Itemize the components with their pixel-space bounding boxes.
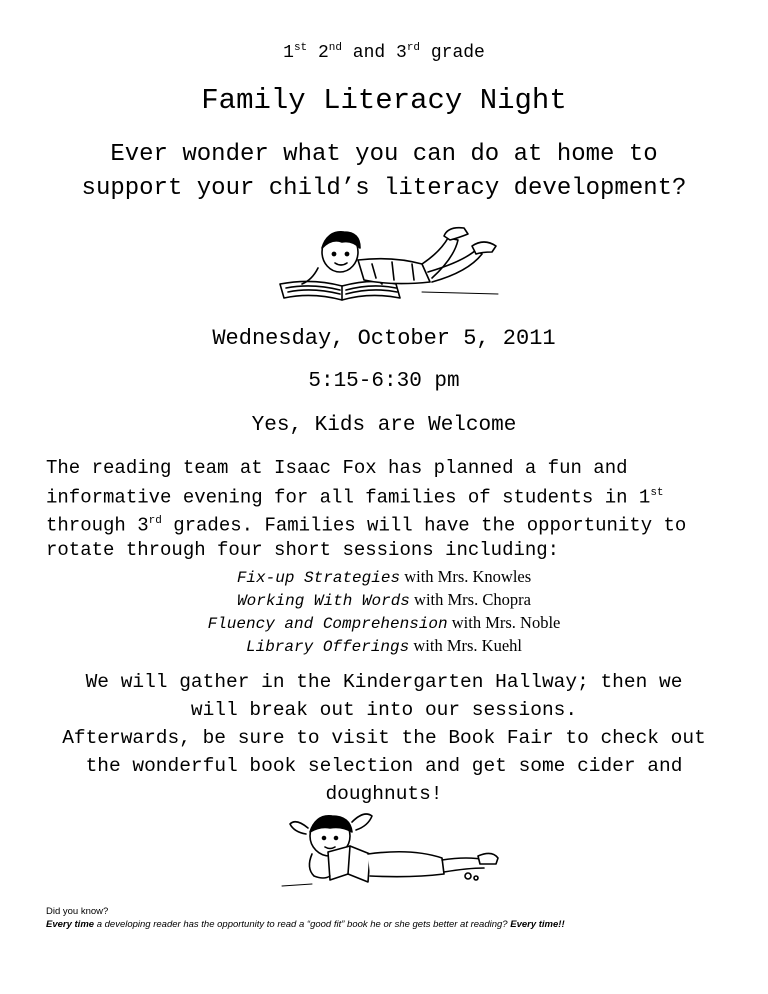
closing-line-3: Afterwards, be sure to visit the Book Fair to check out	[62, 727, 706, 749]
girl-reading-illustration	[272, 806, 502, 890]
kids-welcome-text: Yes, Kids are Welcome	[251, 414, 517, 437]
note-heading: Did you know?	[46, 906, 109, 917]
grade-word: grade	[430, 43, 485, 63]
intro-sup-2: rd	[148, 515, 162, 528]
session-item	[0, 566, 768, 589]
did-you-know-note	[46, 905, 746, 931]
note-body	[46, 918, 746, 931]
session-topic: Fluency and Comprehension	[207, 615, 448, 633]
event-date: Wednesday, October 5, 2011	[212, 326, 556, 351]
session-topic: Library Offerings	[246, 638, 410, 656]
session-presenter: with Mrs. Noble	[447, 613, 561, 632]
closing-line-4: the wonderful book selection and get some cider and	[85, 755, 683, 777]
intro-part-1: The reading team at Isaac Fox has planned a fun and informative evening for all families of students in 1	[46, 457, 651, 508]
closing-line-2: will break out into our sessions.	[190, 699, 578, 721]
note-lead: Every time	[46, 919, 95, 930]
and-word: and	[352, 43, 386, 63]
grade-2: 2	[317, 43, 329, 63]
session-presenter: with Mrs. Knowles	[400, 567, 532, 586]
question-line-2: support your child’s literacy development?	[81, 175, 687, 202]
grade-1: 1	[283, 43, 294, 63]
event-time: 5:15-6:30 pm	[308, 370, 460, 393]
grade-2-suffix: nd	[328, 42, 342, 54]
intro-part-2: through 3	[46, 514, 149, 537]
session-topic: Fix-up Strategies	[236, 569, 401, 587]
note-text: a developing reader has the opportunity to read a “good fit” book he or she gets better at reading?	[94, 919, 511, 930]
session-item	[0, 612, 768, 635]
note-tail: Every time!!	[510, 919, 565, 930]
intro-paragraph	[46, 456, 746, 563]
boy-reading-illustration	[272, 222, 502, 310]
grade-3-suffix: rd	[406, 42, 421, 54]
closing-line-1: We will gather in the Kindergarten Hallway; then we	[85, 671, 683, 693]
intro-sup-1: st	[650, 486, 664, 499]
question-line-1: Ever wonder what you can do at home to	[110, 141, 658, 168]
grades-heading	[0, 42, 768, 63]
session-item	[0, 589, 768, 612]
session-topic: Working With Words	[237, 592, 410, 610]
page-title: Family Literacy Night	[201, 84, 567, 117]
sessions-list	[0, 566, 768, 658]
intro-part-3: grades. Families will have the opportunity to rotate through four short sessions including:	[46, 514, 687, 562]
session-item	[0, 635, 768, 658]
grade-3: 3	[396, 43, 407, 63]
question-text	[0, 138, 768, 206]
closing-line-5: doughnuts!	[325, 783, 443, 805]
session-presenter: with Mrs. Chopra	[409, 590, 531, 609]
closing-text	[0, 668, 768, 808]
session-presenter: with Mrs. Kuehl	[409, 636, 522, 655]
grade-1-suffix: st	[293, 42, 308, 54]
